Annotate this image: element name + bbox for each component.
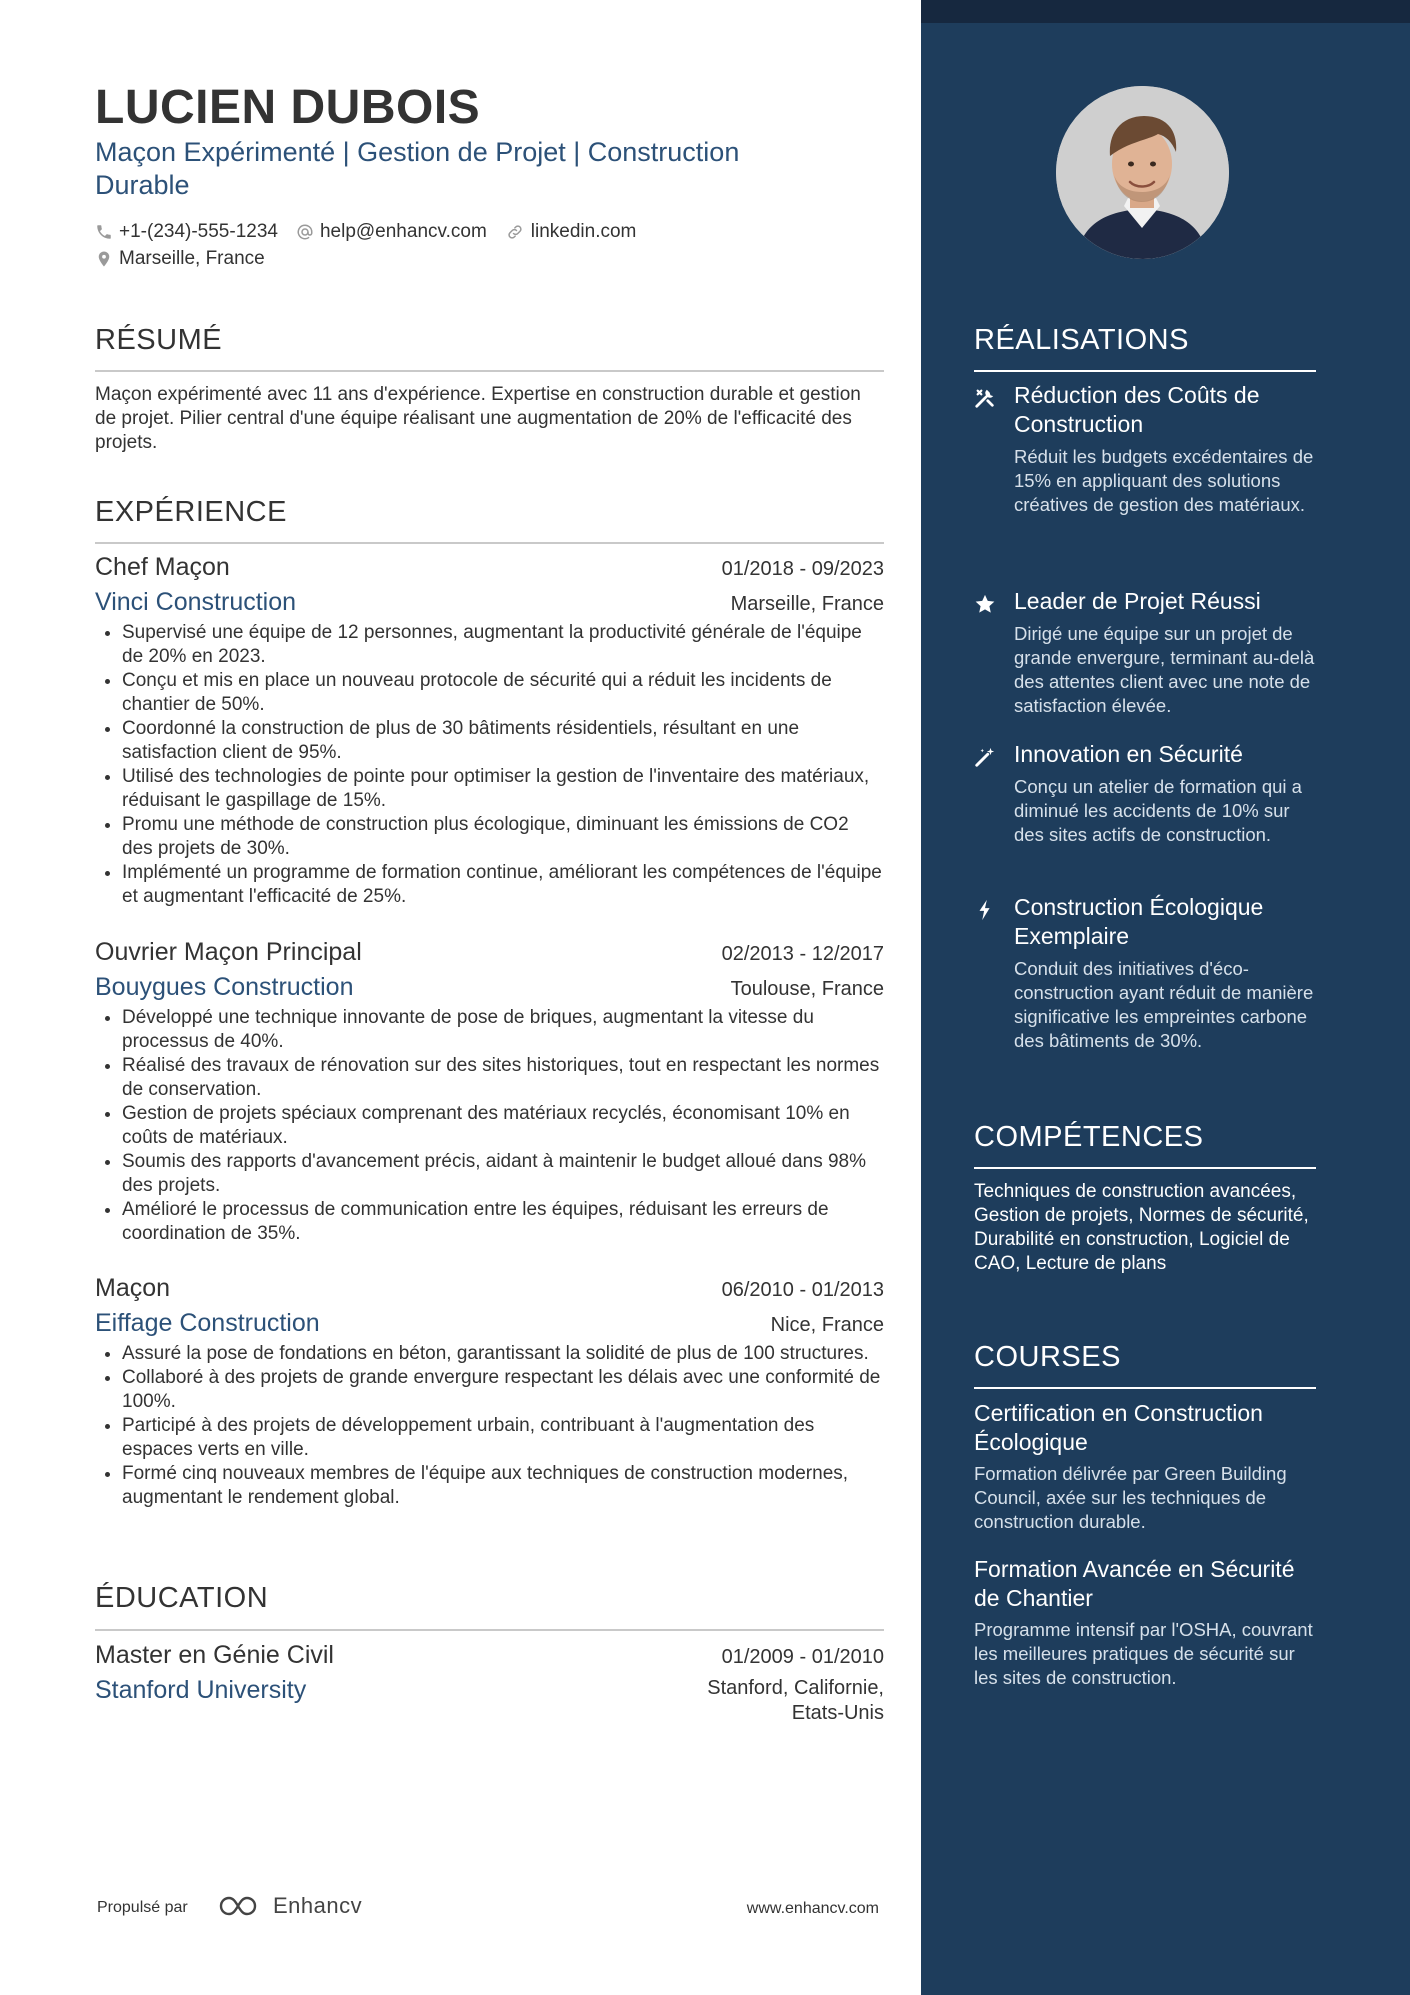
job-company: Eiffage Construction bbox=[95, 1309, 320, 1337]
list-item: • Gestion de projets spéciaux comprenant des matériaux recyclés, économisant 10% en coûts de matériaux. bbox=[122, 1102, 884, 1150]
education-dates: 01/2009 - 01/2010 bbox=[721, 1646, 884, 1668]
achievement-item bbox=[974, 587, 1319, 718]
portrait-image bbox=[1056, 86, 1229, 259]
experience-title: EXPÉRIENCE bbox=[95, 496, 287, 528]
skills-divider bbox=[974, 1167, 1316, 1169]
summary-divider bbox=[95, 370, 884, 372]
linkedin-text: linkedin.com bbox=[530, 220, 637, 242]
star-icon bbox=[974, 593, 996, 615]
summary-text: Maçon expérimenté avec 11 ans d'expérience. Expertise en construction durable et gestion de projet. Pilier central d'une équipe réalisant une augmentation de 20% de l'efficacité des projets. bbox=[95, 384, 861, 453]
brand-name: Enhancv bbox=[273, 1893, 363, 1918]
job-entry bbox=[95, 1274, 884, 1510]
list-item: • Participé à des projets de développement urbain, contribuant à l'augmentation des espaces verts en ville. bbox=[122, 1414, 884, 1462]
courses-title: COURSES bbox=[974, 1341, 1121, 1373]
job-role: Chef Maçon bbox=[95, 553, 230, 581]
achievement-item bbox=[974, 381, 1319, 517]
lightning-bolt-icon bbox=[974, 899, 996, 921]
powered-by: Propulsé par bbox=[97, 1899, 188, 1916]
headline: Maçon Expérimenté | Gestion de Projet | Construction Durable bbox=[95, 137, 740, 200]
job-entry bbox=[95, 553, 884, 909]
course-title: Formation Avancée en Sécurité de Chantier bbox=[974, 1556, 1295, 1611]
tools-icon bbox=[974, 387, 996, 409]
contact-info bbox=[95, 218, 855, 272]
site-link[interactable]: www.enhancv.com bbox=[746, 1900, 879, 1917]
email-text: help@enhancv.com bbox=[319, 220, 487, 242]
phone-text: +1-(234)-555-1234 bbox=[119, 220, 278, 242]
list-item: • Développé une technique innovante de pose de briques, augmentant la vitesse du processus de 40%. bbox=[122, 1006, 884, 1054]
job-role: Maçon bbox=[95, 1274, 171, 1302]
job-location: Toulouse, France bbox=[730, 978, 884, 1000]
summary-title: RÉSUMÉ bbox=[95, 324, 223, 356]
at-icon bbox=[296, 223, 314, 241]
list-item: • Utilisé des technologies de pointe pour optimiser la gestion de l'inventaire des matériaux, réduisant le gaspillage de 15%. bbox=[122, 765, 884, 813]
course-item bbox=[974, 1555, 1319, 1690]
link-icon bbox=[505, 223, 525, 241]
course-desc: Programme intensif par l'OSHA, couvrant les meilleures pratiques de sécurité sur les sites de construction. bbox=[974, 1619, 1313, 1688]
achievement-desc: Réduit les budgets excédentaires de 15% en appliquant des solutions créatives de gestion des matériaux. bbox=[1014, 446, 1314, 515]
course-desc: Formation délivrée par Green Building Council, axée sur les techniques de construction durable. bbox=[974, 1463, 1287, 1532]
education-location-line2: Etats-Unis bbox=[791, 1702, 884, 1724]
phone-contact bbox=[95, 221, 278, 243]
achievement-title: Construction Écologique Exemplaire bbox=[1014, 894, 1264, 949]
list-item: • Amélioré le processus de communication entre les équipes, réduisant les erreurs de coordination de 35%. bbox=[122, 1198, 884, 1246]
list-item: • Réalisé des travaux de rénovation sur des sites historiques, tout en respectant les normes de conservation. bbox=[122, 1054, 884, 1102]
achievement-desc: Dirigé une équipe sur un projet de grande envergure, terminant au-delà des attentes client avec une note de satisfaction élevée. bbox=[1014, 623, 1315, 716]
email-contact[interactable] bbox=[296, 221, 487, 243]
job-company: Bouygues Construction bbox=[95, 973, 354, 1001]
job-dates: 01/2018 - 09/2023 bbox=[721, 558, 884, 580]
list-item: • Implémenté un programme de formation continue, améliorant les compétences de l'équipe et augmentant l'efficacité de 25%. bbox=[122, 861, 884, 909]
job-bullets bbox=[95, 621, 884, 909]
achievement-item bbox=[974, 893, 1319, 1053]
list-item: • Coordonné la construction de plus de 30 bâtiments résidentiels, résultant en une satisfaction client de 95%. bbox=[122, 717, 884, 765]
linkedin-contact[interactable] bbox=[505, 221, 637, 243]
achievement-title: Leader de Projet Réussi bbox=[1014, 588, 1261, 614]
experience-divider bbox=[95, 542, 884, 544]
job-dates: 06/2010 - 01/2013 bbox=[721, 1279, 884, 1301]
job-company: Vinci Construction bbox=[95, 588, 297, 616]
job-entry bbox=[95, 938, 884, 1246]
phone-icon bbox=[95, 223, 113, 241]
list-item: • Conçu et mis en place un nouveau protocole de sécurité qui a réduit les incidents de chantier de 50%. bbox=[122, 669, 884, 717]
list-item: • Promu une méthode de construction plus écologique, diminuant les émissions de CO2 des projets de 30%. bbox=[122, 813, 884, 861]
achievements-divider bbox=[974, 370, 1316, 372]
school: Stanford University bbox=[95, 1676, 307, 1704]
list-item: • Formé cinq nouveaux membres de l'équipe aux techniques de construction modernes, augmentant le rendement global. bbox=[122, 1462, 884, 1510]
job-location: Marseille, France bbox=[730, 593, 884, 615]
skills-text: Techniques de construction avancées, Gestion de projets, Normes de sécurité, Durabilité en construction, Logiciel de CAO, Lecture de plans bbox=[974, 1181, 1309, 1274]
achievements-title: RÉALISATIONS bbox=[974, 324, 1189, 356]
achievement-desc: Conduit des initiatives d'éco-construction ayant réduit de manière significative les empreintes carbone des bâtiments de 30%. bbox=[1014, 958, 1314, 1051]
location-pin-icon bbox=[95, 249, 113, 269]
job-bullets bbox=[95, 1006, 884, 1246]
location-text: Marseille, France bbox=[119, 247, 265, 269]
list-item: • Collaboré à des projets de grande envergure respectant les délais avec une conformité de 100%. bbox=[122, 1366, 884, 1414]
list-item: • Supervisé une équipe de 12 personnes, augmentant la productivité générale de l'équipe de 20% en 2023. bbox=[122, 621, 884, 669]
footer bbox=[97, 1893, 879, 1923]
list-item: • Assuré la pose de fondations en béton, garantissant la solidité de plus de 100 structures. bbox=[122, 1342, 884, 1366]
job-dates: 02/2013 - 12/2017 bbox=[721, 943, 884, 965]
course-item bbox=[974, 1399, 1319, 1534]
education-location bbox=[707, 1676, 884, 1726]
job-location: Nice, France bbox=[770, 1314, 884, 1336]
candidate-name: LUCIEN DUBOIS bbox=[95, 81, 481, 134]
job-role: Ouvrier Maçon Principal bbox=[95, 938, 362, 966]
location-contact bbox=[95, 248, 265, 270]
achievement-item bbox=[974, 740, 1319, 847]
enhancv-brand[interactable] bbox=[217, 1893, 362, 1919]
achievement-desc: Conçu un atelier de formation qui a diminué les accidents de 10% sur des sites actifs de construction. bbox=[1014, 776, 1302, 845]
sidebar-top-bar bbox=[921, 0, 1410, 23]
course-title: Certification en Construction Écologique bbox=[974, 1400, 1263, 1455]
education-location-line1: Stanford, Californie, bbox=[707, 1677, 884, 1699]
education-divider bbox=[95, 1629, 884, 1631]
job-bullets bbox=[95, 1342, 884, 1510]
courses-divider bbox=[974, 1387, 1316, 1389]
achievement-title: Réduction des Coûts de Construction bbox=[1014, 382, 1260, 437]
degree: Master en Génie Civil bbox=[95, 1641, 334, 1669]
avatar bbox=[1056, 86, 1229, 259]
magic-wand-icon bbox=[974, 746, 996, 768]
enhancv-logo-icon bbox=[217, 1893, 265, 1919]
list-item: • Soumis des rapports d'avancement précis, aidant à maintenir le budget alloué dans 98% des projets. bbox=[122, 1150, 884, 1198]
education-title: ÉDUCATION bbox=[95, 1582, 269, 1614]
skills-title: COMPÉTENCES bbox=[974, 1121, 1204, 1153]
achievement-title: Innovation en Sécurité bbox=[1014, 741, 1243, 767]
education-entry bbox=[95, 1641, 884, 1726]
